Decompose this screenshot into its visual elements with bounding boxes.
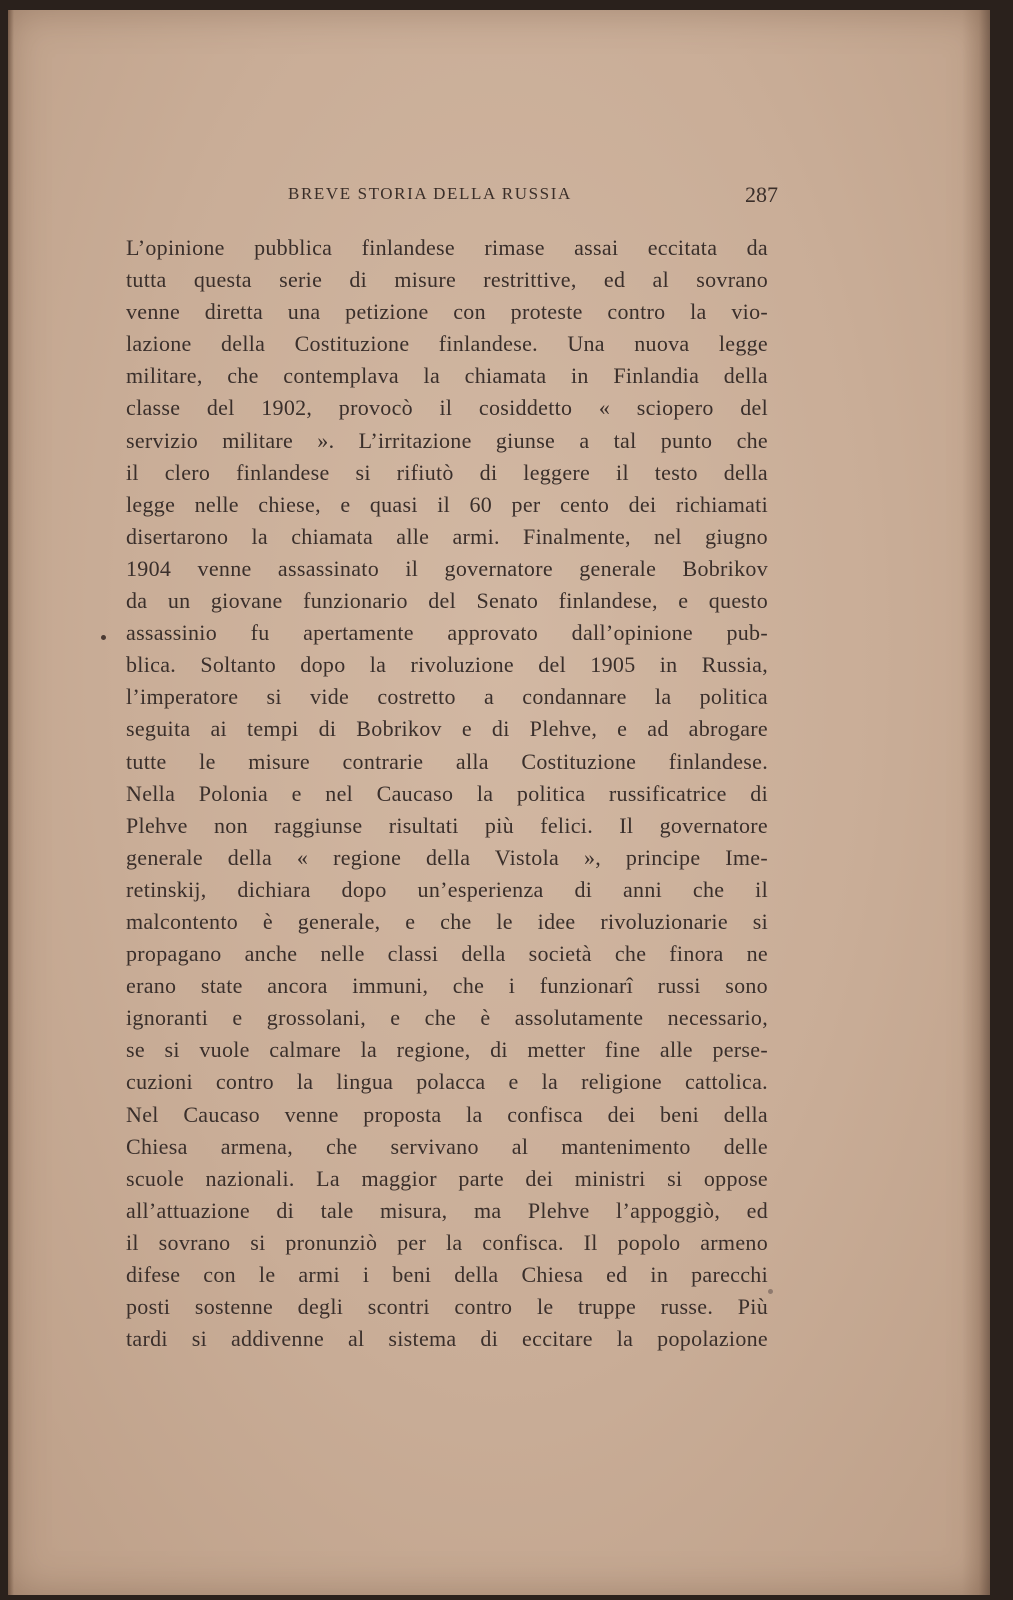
- text-line: venne diretta una petizione con proteste contro la vio-: [126, 299, 768, 325]
- text-line: l’imperatore si vide costretto a condannare la politica: [126, 684, 768, 710]
- text-line: 1904 venne assassinato il governatore generale Bobrikov: [126, 555, 768, 581]
- book-page: [8, 10, 990, 1595]
- text-line: tutte le misure contrarie alla Costituzione finlandese.: [126, 748, 768, 774]
- text-line: L’opinione pubblica finlandese rimase assai eccitata da: [126, 235, 768, 260]
- text-line: ignoranti e grossolani, e che è assolutamente necessario,: [126, 1005, 768, 1031]
- text-line: generale della « regione della Vistola », principe Ime-: [126, 844, 768, 870]
- text-line: se si vuole calmare la regione, di metter fine alle perse-: [126, 1037, 768, 1063]
- text-line: seguita ai tempi di Bobrikov e di Plehve, e ad abrogare: [126, 716, 768, 742]
- text-line: il clero finlandese si rifiutò di leggere il testo della: [126, 459, 768, 485]
- text-line: Nel Caucaso venne proposta la confisca dei beni della: [126, 1101, 768, 1127]
- text-line: lazione della Costituzione finlandese. Una nuova legge: [126, 331, 768, 357]
- text-line: retinskij, dichiara dopo un’esperienza di anni che il: [126, 876, 768, 902]
- text-line: tardi si addivenne al sistema di eccitare la popolazione: [126, 1326, 768, 1352]
- text-line: militare, che contemplava la chiamata in Finlandia della: [126, 363, 768, 389]
- text-line: cuzioni contro la lingua polacca e la religione cattolica.: [126, 1069, 768, 1095]
- text-line: tutta questa serie di misure restrittive, ed al sovrano: [126, 267, 768, 293]
- text-line: propagano anche nelle classi della società che finora ne: [126, 941, 768, 967]
- body-text: [126, 232, 768, 1355]
- text-line: difese con le armi i beni della Chiesa ed in parecchi: [126, 1262, 768, 1287]
- text-line: blica. Soltanto dopo la rivoluzione del 1905 in Russia,: [126, 652, 768, 678]
- text-line: malcontento è generale, e che le idee rivoluzionarie si: [126, 908, 768, 934]
- text-line: scuole nazionali. La maggior parte dei ministri si oppose: [126, 1165, 768, 1191]
- text-line: erano state ancora immuni, che i funzionarî russi sono: [126, 973, 768, 999]
- text-line: disertarono la chiamata alle armi. Finalmente, nel giugno: [126, 523, 768, 549]
- page-right-edge: [962, 10, 990, 1595]
- text-line: all’attuazione di tale misura, ma Plehve l’appoggiò, ed: [126, 1197, 768, 1223]
- page-left-shadow: [8, 10, 14, 1595]
- running-title: BREVE STORIA DELLA RUSSIA: [288, 184, 572, 203]
- margin-mark: [768, 1289, 773, 1294]
- text-line: servizio militare ». L’irritazione giunse a tal punto che: [126, 427, 768, 453]
- running-head: [128, 182, 788, 210]
- text-line: Chiesa armena, che servivano al mantenimento delle: [126, 1133, 768, 1159]
- text-line: Plehve non raggiunse risultati più felici. Il governatore: [126, 812, 768, 838]
- text-line: legge nelle chiese, e quasi il 60 per cento dei richiamati: [126, 491, 768, 517]
- page-number: 287: [745, 182, 778, 207]
- text-line: posti sostenne degli scontri contro le truppe russe. Più: [126, 1294, 768, 1320]
- text-line: Nella Polonia e nel Caucaso la politica russificatrice di: [126, 780, 768, 806]
- margin-mark: [101, 635, 106, 640]
- text-line: classe del 1902, provocò il cosiddetto « sciopero del: [126, 395, 768, 421]
- text-line: da un giovane funzionario del Senato finlandese, e questo: [126, 588, 768, 614]
- text-line: assassinio fu apertamente approvato dall’opinione pub-: [126, 620, 768, 646]
- text-line: il sovrano si pronunziò per la confisca. Il popolo armeno: [126, 1229, 768, 1255]
